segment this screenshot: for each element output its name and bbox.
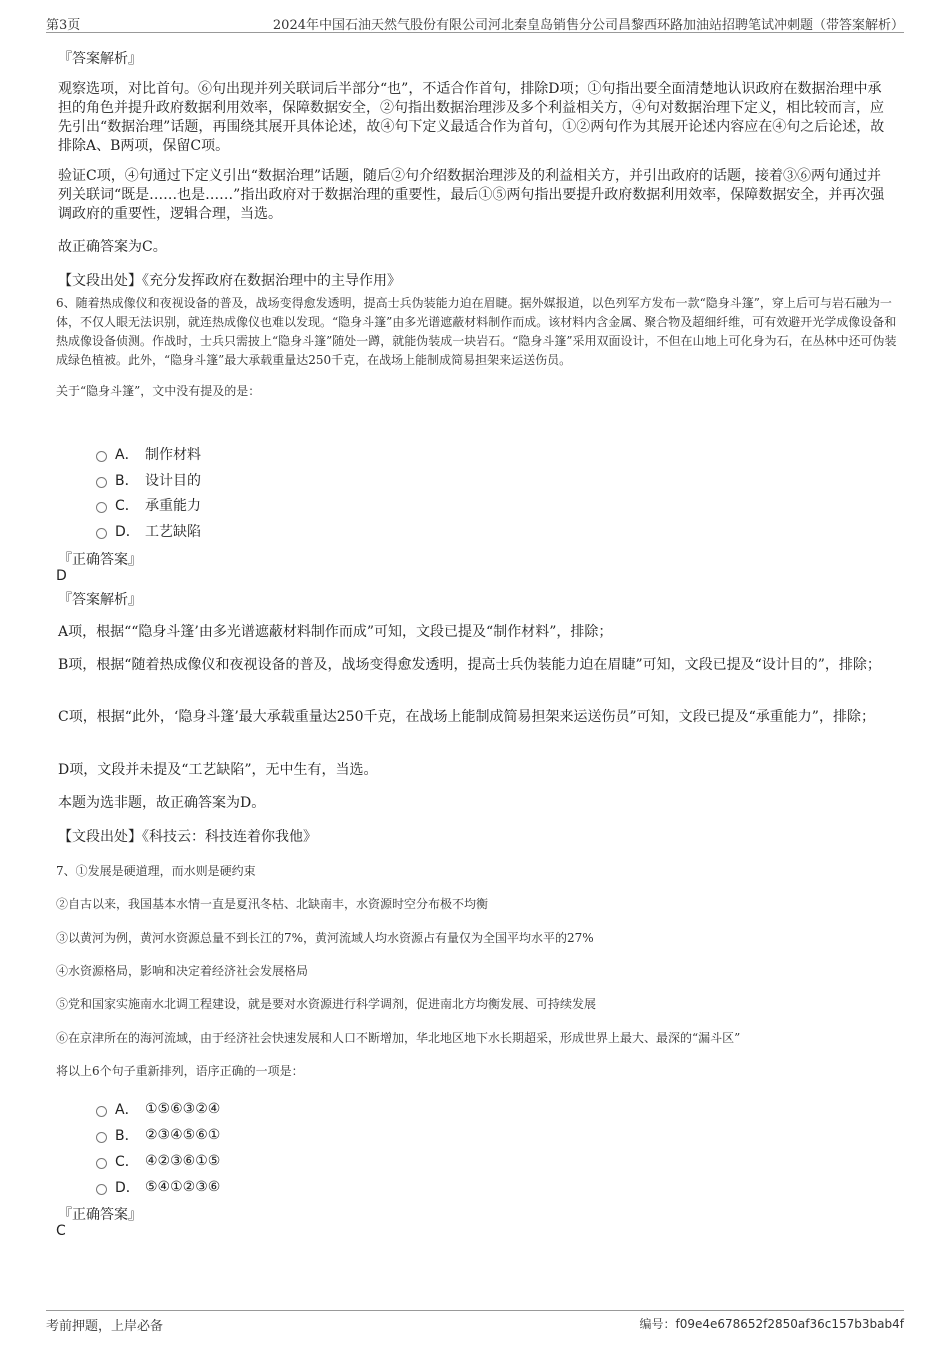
- q6-stem: 6、随着热成像仪和夜视设备的普及，战场变得愈发透明，提高士兵伪装能力迫在眉睫。据外媒报道，以色列军方发布一款“隐身斗篷”，穿上后可与岩石融为一体，不仅人眼无法识别，就连热成像仪也难以发现。“隐身斗篷”由多光谱遮蔽材料制作而成。该材料内含金属、聚合物及超细纤维，可有效避开光学成像设备和热成像设备侦测。作战时，士兵只需披上“隐身斗篷”随处一蹲，就能伪装成一块岩石。“隐身斗篷”采用双面设计，不但在山地上可化身为石，在丛林中还可伪装成绿色植被。此外，“隐身斗篷”最大承载重量达250千克，在战场上能制成简易担架来运送伤员。: [56, 296, 897, 367]
- footer-slogan: 考前押题，上岸必备: [46, 1319, 164, 1334]
- option-text: ②③④⑤⑥①: [145, 1127, 221, 1143]
- q7-option-a[interactable]: [96, 1099, 220, 1119]
- q7-answer: C: [56, 1223, 66, 1239]
- q7-option-b[interactable]: [96, 1125, 220, 1145]
- option-text: 工艺缺陷: [145, 524, 201, 540]
- q6-conclusion: 本题为选非题，故正确答案为D。: [58, 795, 266, 811]
- option-text: 制作材料: [145, 447, 201, 463]
- q6-answer-label: 『正确答案』: [58, 552, 142, 568]
- q6-analysis-a: A项，根据““隐身斗篷’由多光谱遮蔽材料制作而成”可知，文段已提及“制作材料”，排除；: [58, 624, 613, 640]
- radio-icon[interactable]: [96, 1106, 107, 1117]
- q7-sentence-2: ②自古以来，我国基本水情一直是夏汛冬枯、北缺南丰，水资源时空分布极不均衡: [56, 897, 489, 911]
- option-text: 承重能力: [145, 498, 201, 514]
- q5-analysis-p2: 验证C项，④句通过下定义引出“数据治理”话题，随后②句介绍数据治理涉及的利益相关方，并引出政府的话题，接着③⑥两句通过并列关联词“既是……也是……”指出政府对于数据治理的重要性，最后①⑤两句指出要提升政府数据利用效率，保障数据安全，并再次强调政府的重要性，逻辑合理，当选。: [58, 168, 885, 222]
- radio-icon[interactable]: [96, 528, 107, 539]
- radio-icon[interactable]: [96, 451, 107, 462]
- q5-analysis-p3: 故正确答案为C。: [58, 239, 167, 255]
- q7-sentence-3: ③以黄河为例，黄河水资源总量不到长江的7%，黄河流域人均水资源占有量仅为全国平均水平的27%: [56, 931, 594, 945]
- q6-option-c[interactable]: [96, 495, 201, 515]
- q7-question: 将以上6个句子重新排列，语序正确的一项是：: [56, 1064, 304, 1078]
- q6-question: 关于“隐身斗篷”，文中没有提及的是：: [56, 384, 261, 398]
- option-key: B．: [115, 473, 139, 489]
- q7-sentence-4: ④水资源格局，影响和决定着经济社会发展格局: [56, 964, 309, 978]
- radio-icon[interactable]: [96, 502, 107, 513]
- option-text: ①⑤⑥③②④: [145, 1101, 221, 1117]
- document-id: 编号：f09e4e678652f2850af36c157b3bab4f: [639, 1317, 904, 1331]
- option-key: A．: [115, 1102, 139, 1118]
- option-key: C．: [115, 498, 139, 514]
- q7-option-c[interactable]: [96, 1151, 220, 1171]
- q6-analysis-c: C项，根据“此外，‘隐身斗篷’最大承载重量达250千克，在战场上能制成简易担架来运送伤员”可知，文段已提及“承重能力”，排除；: [58, 709, 875, 725]
- document-title: 2024年中国石油天然气股份有限公司河北秦皇岛销售分公司昌黎西环路加油站招聘笔试冲刺题（带答案解析）: [272, 18, 904, 33]
- q7-answer-label: 『正确答案』: [58, 1207, 142, 1223]
- q7-sentence-6: ⑥在京津所在的海河流域，由于经济社会快速发展和人口不断增加，华北地区地下水长期超采，形成世界上最大、最深的“漏斗区”: [56, 1031, 741, 1045]
- option-text: 设计目的: [145, 473, 201, 489]
- q5-analysis-label: 『答案解析』: [58, 51, 142, 67]
- q6-option-a[interactable]: [96, 444, 201, 464]
- q6-option-b[interactable]: [96, 470, 201, 490]
- radio-icon[interactable]: [96, 1132, 107, 1143]
- radio-icon[interactable]: [96, 1158, 107, 1169]
- option-key: D．: [115, 1180, 140, 1196]
- option-key: C．: [115, 1154, 139, 1170]
- q6-analysis-b: B项，根据“随着热成像仪和夜视设备的普及，战场变得愈发透明，提高士兵伪装能力迫在眉睫”可知，文段已提及“设计目的”，排除；: [58, 657, 881, 673]
- q5-analysis-p1: 观察选项，对比首句。⑥句出现并列关联词后半部分“也”，不适合作首句，排除D项；①句指出要全面清楚地认识政府在数据治理中承担的角色并提升政府数据利用效率，保障数据安全，②句指出数据治理涉及多个利益相关方，④句对数据治理下定义，相比较而言，应先引出“数据治理”话题，再围绕其展开具体论述，故④句下定义最适合作为首句，①②两句作为其展开论述内容应在④句之后论述，故排除A、B两项，保留C项。: [58, 81, 885, 154]
- q7-sentence-5: ⑤党和国家实施南水北调工程建设，就是要对水资源进行科学调剂，促进南北方均衡发展、可持续发展: [56, 997, 597, 1011]
- option-text: ⑤④①②③⑥: [145, 1179, 221, 1195]
- q6-source: 【文段出处】《科技云：科技连着你我他》: [58, 829, 317, 845]
- radio-icon[interactable]: [96, 477, 107, 488]
- q7-option-d[interactable]: [96, 1177, 220, 1197]
- q6-option-d[interactable]: [96, 521, 201, 541]
- radio-icon[interactable]: [96, 1184, 107, 1195]
- page-number: 第3页: [46, 18, 81, 33]
- option-key: B．: [115, 1128, 139, 1144]
- page-footer: [46, 1310, 904, 1333]
- q6-answer: D: [56, 568, 67, 584]
- page-header: [46, 12, 904, 33]
- q7-sentence-1: 7、①发展是硬道理，而水则是硬约束: [56, 864, 256, 878]
- q5-source: 【文段出处】《充分发挥政府在数据治理中的主导作用》: [58, 273, 401, 289]
- option-key: A．: [115, 447, 139, 463]
- q6-analysis-d: D项，文段并未提及“工艺缺陷”，无中生有，当选。: [58, 762, 378, 778]
- option-text: ④②③⑥①⑤: [145, 1153, 221, 1169]
- q6-analysis-label: 『答案解析』: [58, 592, 142, 608]
- option-key: D．: [115, 524, 140, 540]
